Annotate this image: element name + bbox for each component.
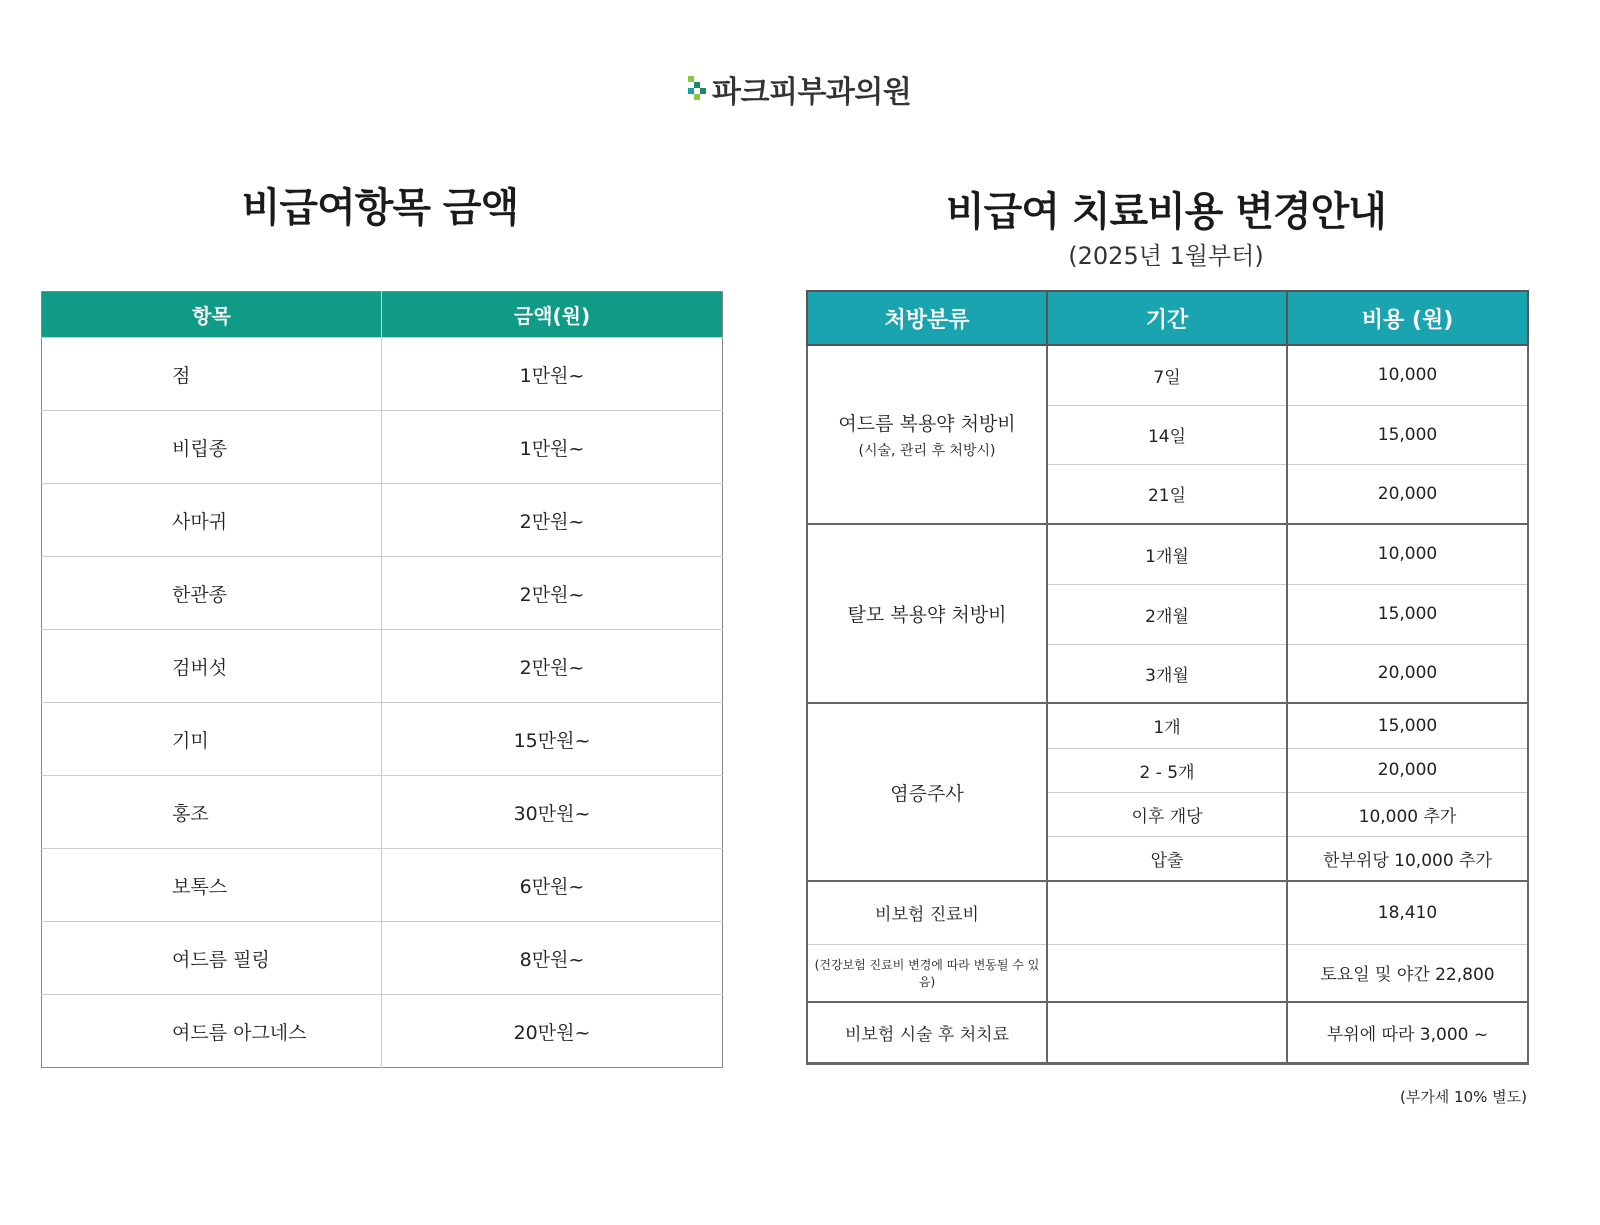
logo-cross-icon — [688, 76, 706, 102]
item-name: 사마귀 — [42, 484, 382, 557]
item-price: 1만원~ — [382, 338, 723, 411]
right-section-subtitle: (2025년 1월부터) — [1068, 242, 1264, 270]
uninsured-note: (건강보험 진료비 변경에 따라 변동될 수 있음) — [807, 944, 1047, 1002]
table-row — [807, 944, 1528, 1002]
item-name: 비립종 — [42, 411, 382, 484]
table-row — [807, 345, 1528, 405]
category-inflammation-injection: 염증주사 — [807, 703, 1047, 881]
table-row — [42, 995, 723, 1068]
item-price: 2만원~ — [382, 557, 723, 630]
period-cell: 1개월 — [1047, 524, 1287, 584]
item-price: 15만원~ — [382, 703, 723, 776]
table-row — [42, 703, 723, 776]
category-acne-medication — [807, 345, 1047, 524]
period-cell: 14일 — [1047, 405, 1287, 464]
cost-cell: 10,000 추가 — [1287, 792, 1528, 836]
item-name: 검버섯 — [42, 630, 382, 703]
treatment-fee-table — [806, 290, 1529, 1065]
table-row — [42, 338, 723, 411]
category-aftercare-fee: 비보험 시술 후 처치료 — [807, 1002, 1047, 1063]
period-cell: 이후 개당 — [1047, 792, 1287, 836]
table-row — [807, 524, 1528, 584]
table-row — [42, 630, 723, 703]
cost-cell: 20,000 — [1287, 644, 1528, 703]
cost-cell: 15,000 — [1287, 703, 1528, 748]
period-cell: 21일 — [1047, 464, 1287, 524]
period-cell: 2 - 5개 — [1047, 748, 1287, 792]
cost-cell: 10,000 — [1287, 524, 1528, 584]
table-row — [42, 849, 723, 922]
item-name: 여드름 필링 — [42, 922, 382, 995]
clinic-name: 파크피부과의원 — [712, 75, 912, 110]
column-header-period: 기간 — [1047, 291, 1287, 345]
category-uninsured-consultation: 비보험 진료비 — [807, 881, 1047, 944]
table-row — [807, 881, 1528, 944]
item-name: 한관종 — [42, 557, 382, 630]
table-header-row — [42, 292, 723, 338]
period-cell: 압출 — [1047, 836, 1287, 881]
column-header-item: 항목 — [42, 292, 382, 338]
item-price: 20만원~ — [382, 995, 723, 1068]
item-name: 여드름 아그네스 — [42, 995, 382, 1068]
item-price: 30만원~ — [382, 776, 723, 849]
right-section-title: 비급여 치료비용 변경안내 — [946, 189, 1386, 235]
period-cell: 3개월 — [1047, 644, 1287, 703]
non-covered-price-table — [41, 291, 723, 1068]
cost-cell: 토요일 및 야간 22,800 — [1287, 944, 1528, 1002]
item-name: 기미 — [42, 703, 382, 776]
item-price: 8만원~ — [382, 922, 723, 995]
item-price: 2만원~ — [382, 630, 723, 703]
item-name: 홍조 — [42, 776, 382, 849]
category-hairloss-medication: 탈모 복용약 처방비 — [807, 524, 1047, 703]
column-header-price: 금액(원) — [382, 292, 723, 338]
table-row — [42, 411, 723, 484]
item-price: 2만원~ — [382, 484, 723, 557]
period-cell: 1개 — [1047, 703, 1287, 748]
cost-cell: 한부위당 10,000 추가 — [1287, 836, 1528, 881]
vat-footnote: (부가세 10% 별도) — [1399, 1088, 1527, 1106]
item-price: 1만원~ — [382, 411, 723, 484]
cost-cell: 20,000 — [1287, 748, 1528, 792]
item-price: 6만원~ — [382, 849, 723, 922]
table-row — [42, 557, 723, 630]
item-name: 보톡스 — [42, 849, 382, 922]
period-cell-empty — [1047, 1002, 1287, 1063]
period-cell: 2개월 — [1047, 584, 1287, 644]
period-cell-empty — [1047, 881, 1287, 944]
cost-cell: 15,000 — [1287, 584, 1528, 644]
left-section-title: 비급여항목 금액 — [241, 185, 519, 231]
category-sublabel: (시술, 관리 후 처방시) — [858, 443, 996, 459]
clinic-logo — [688, 70, 911, 108]
column-header-category: 처방분류 — [807, 291, 1047, 345]
cost-cell: 18,410 — [1287, 881, 1528, 944]
cost-cell: 20,000 — [1287, 464, 1528, 524]
cost-cell: 15,000 — [1287, 405, 1528, 464]
item-name: 점 — [42, 338, 382, 411]
table-header-row — [807, 291, 1528, 345]
table-row — [42, 484, 723, 557]
period-cell: 7일 — [1047, 345, 1287, 405]
table-row — [42, 922, 723, 995]
column-header-cost: 비용 (원) — [1287, 291, 1528, 345]
cost-cell: 10,000 — [1287, 345, 1528, 405]
cost-cell: 부위에 따라 3,000 ~ — [1287, 1002, 1528, 1063]
period-cell-empty — [1047, 944, 1287, 1002]
table-row — [42, 776, 723, 849]
category-label: 여드름 복용약 처방비 — [838, 413, 1016, 435]
table-row — [807, 1002, 1528, 1063]
table-row — [807, 703, 1528, 748]
